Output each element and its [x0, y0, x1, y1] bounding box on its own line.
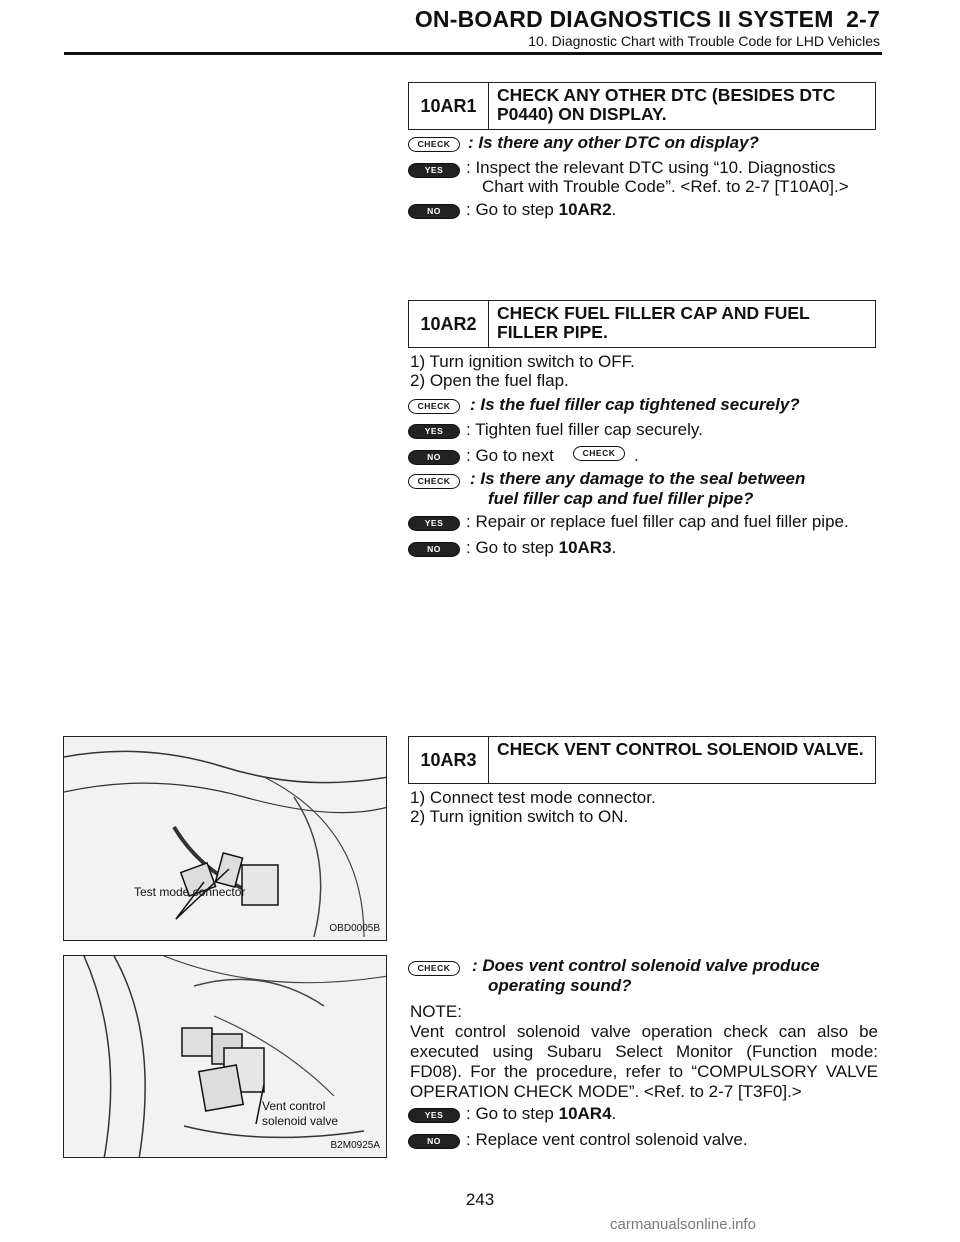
figure-label-line: solenoid valve [262, 1114, 339, 1128]
period: . [611, 538, 617, 557]
header-title-text: ON-BOARD DIAGNOSTICS II SYSTEM [414, 6, 834, 32]
question-cont: operating sound? [488, 976, 632, 995]
procedure-step: 2) Open the fuel flap. [410, 371, 569, 390]
yes-answer-text: : Go to step [466, 1104, 559, 1123]
no-answer: : Go to next [466, 446, 554, 465]
watermark: carmanualsonline.info [610, 1216, 756, 1233]
yes-icon: YES [408, 424, 460, 439]
step-box-10ar2 [408, 300, 876, 348]
yes-answer-cont: Chart with Trouble Code”. <Ref. to 2-7 [T10A0].> [482, 177, 849, 196]
header-subtitle: 10. Diagnostic Chart with Trouble Code for LHD Vehicles [528, 33, 880, 49]
header-section: 2-7 [846, 6, 880, 32]
step-code: 10AR1 [409, 83, 489, 129]
yes-answer: : Inspect the relevant DTC using “10. Diagnostics [466, 158, 836, 177]
figure-label-line: Vent control [262, 1099, 326, 1113]
yes-answer [466, 1104, 616, 1123]
period: . [611, 200, 617, 219]
figure-test-mode-connector [63, 736, 387, 941]
step-code: 10AR2 [409, 301, 489, 347]
period: . [634, 446, 639, 465]
step-ref: 10AR4 [558, 1104, 612, 1123]
figure-id: B2M0925A [330, 1140, 380, 1151]
figure-id: OBD0005B [329, 923, 380, 934]
step-code: 10AR3 [409, 737, 489, 783]
yes-answer: : Tighten fuel filler cap securely. [466, 420, 703, 439]
no-answer [466, 200, 616, 219]
solenoid-photo [64, 956, 387, 1158]
check-icon: CHECK [408, 474, 460, 489]
note-text: Vent control solenoid valve operation check can also be executed using Subaru Select Monitor (Function mode: FD08). For the procedure, refer to “COMPULSORY VALVE OPERATION CHECK MODE”. <Ref. to 2-7 [T3F0].> [410, 1022, 878, 1101]
yes-icon: YES [408, 516, 460, 531]
no-answer: : Replace vent control solenoid valve. [466, 1130, 748, 1149]
no-answer-text: : Go to step [466, 200, 559, 219]
no-icon: NO [408, 1134, 460, 1149]
procedure-step: 1) Turn ignition switch to OFF. [410, 352, 635, 371]
no-icon: NO [408, 542, 460, 557]
header-rule [64, 52, 882, 55]
no-answer-text: : Go to step [466, 538, 559, 557]
no-icon: NO [408, 204, 460, 219]
question: : Is there any other DTC on display? [468, 133, 759, 152]
step-title: CHECK VENT CONTROL SOLENOID VALVE. [497, 739, 864, 759]
no-icon: NO [408, 450, 460, 465]
figure-vent-control-solenoid [63, 955, 387, 1158]
procedure-step: 2) Turn ignition switch to ON. [410, 807, 629, 826]
period: . [611, 1104, 617, 1123]
step-box-10ar1 [408, 82, 876, 130]
yes-answer: : Repair or replace fuel filler cap and fuel filler pipe. [466, 512, 849, 531]
step-box-10ar3 [408, 736, 876, 784]
connector-photo [64, 737, 387, 941]
check-icon: CHECK [408, 399, 460, 414]
yes-icon: YES [408, 163, 460, 178]
page-number: 243 [465, 1190, 495, 1209]
check-icon: CHECK [573, 446, 625, 461]
procedure-step: 1) Connect test mode connector. [410, 788, 656, 807]
question: : Does vent control solenoid valve produce [472, 956, 820, 975]
yes-icon: YES [408, 1108, 460, 1123]
question: : Is there any damage to the seal between [470, 469, 806, 488]
check-icon: CHECK [408, 961, 460, 976]
step-title: CHECK FUEL FILLER CAP AND FUEL FILLER PIPE. [497, 303, 810, 342]
step-ref: 10AR2 [558, 200, 612, 219]
question-cont: fuel filler cap and fuel filler pipe? [488, 489, 754, 508]
figure-label [262, 1099, 338, 1129]
note-label: NOTE: [410, 1002, 462, 1021]
no-answer [466, 538, 616, 557]
step-title: CHECK ANY OTHER DTC (BESIDES DTC P0440) ON DISPLAY. [497, 85, 836, 124]
question: : Is the fuel filler cap tightened securely? [470, 395, 800, 414]
check-icon: CHECK [408, 137, 460, 152]
figure-label: Test mode connector [134, 885, 246, 899]
step-ref: 10AR3 [558, 538, 612, 557]
header-title [370, 6, 880, 33]
